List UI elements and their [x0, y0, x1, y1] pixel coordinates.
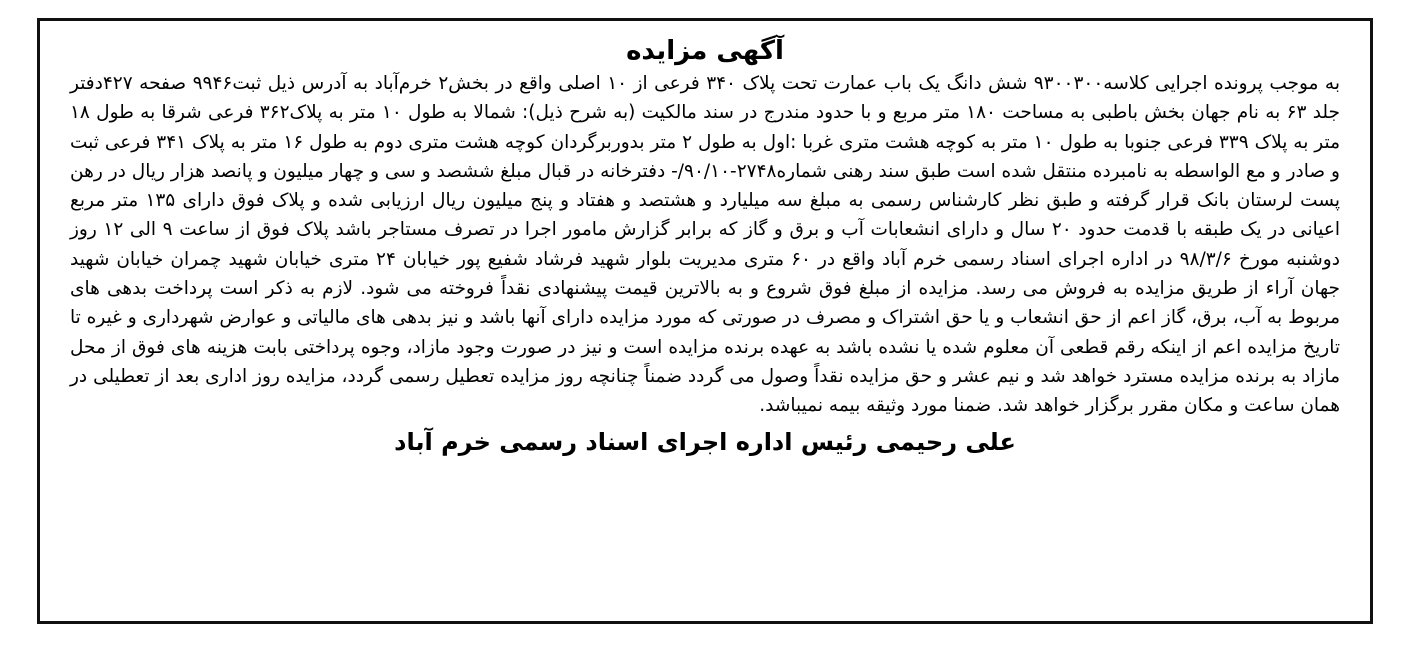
- notice-title: آگهی مزایده: [626, 36, 784, 66]
- auction-notice: [37, 18, 1373, 624]
- notice-signature: علی رحیمی رئیس اداره اجرای اسناد رسمی خرم آباد: [394, 427, 1016, 456]
- notice-body: به موجب پرونده اجرایی کلاسه۹۳۰۰۳۰۰ شش دانگ یک باب عمارت تحت پلاک ۳۴۰ فرعی از ۱۰ اصلی واقع در بخش۲ خرم‌آباد به آدرس ذیل ثبت۹۹۴۶ صفحه ۴۲۷دفتر جلد ۶۳ به نام جهان بخش باطبی به مساحت ۱۸۰ متر مربع و با حدود مندرج در سند مالکیت (به شرح ذیل): شمالا به طول ۱۰ متر به پلاک۳۶۲ فرعی شرقا به طول ۱۸ متر به پلاک ۳۳۹ فرعی جنوبا به طول ۱۰ متر به کوچه هشت متری غربا :اول به طول ۲ متر بدوربرگردان کوچه هشت متری دوم به طول ۱۶ متر به پلاک ۳۴۱ فرعی ثبت و صادر و مع الواسطه به نامبرده منتقل شده است طبق سند رهنی شماره۲۷۴۸-۹۰/۱۰/- دفترخانه در قبال مبلغ ششصد و سی و چهار میلیون و پانصد هزار ریال در رهن پست لرستان بانک قرار گرفته و طبق نظر کارشناس رسمی به مبلغ سه میلیارد و هشتصد و هفتاد و پنج میلیون ریال ارزیابی شده و پلاک فوق دارای ۱۳۵ متر مربع اعیانی در یک طبقه با قدمت حدود ۲۰ سال و دارای انشعابات آب و برق و گاز که برابر گزارش مامور اجرا در تصرف مستاجر باشد پلاک فوق از ساعت ۹ الی ۱۲ روز دوشنبه مورخ ۹۸/۳/۶ در اداره اجرای اسناد رسمی خرم آباد واقع در ۶۰ متری مدیریت بلوار شهید فرشاد شفیع پور خیابان ۲۴ متری خیابان شهید چمران خیابان شهید جهان آراء از طریق مزایده به فروش می رسد. مزایده از مبلغ فوق شروع و به بالاترین قیمت پیشنهادی نقداً فروخته می شود. لازم به ذکر است پرداخت بدهی های مربوط به آب، برق، گاز اعم از حق انشعاب و یا حق اشتراک و مصرف در صورتی که مورد مزایده دارای آنها باشد و نیز بدهی های مالیاتی و عوارض شهرداری و غیره تا تاریخ مزایده اعم از اینکه رقم قطعی آن معلوم شده یا نشده باشد به عهده برنده مزایده است و نیز در صورت وجود مازاد، وجوه پرداختی بابت هزینه های فوق از محل مازاد به برنده مزایده مسترد خواهد شد و نیم عشر و حق مزایده نقداً وصول می گردد ضمناً چنانچه روز مزایده تعطیل رسمی گردد، مزایده روز اداری بعد از تعطیلی در همان ساعت و مکان مقرر برگزار خواهد شد. ضمنا مورد وثیقه بیمه نمیباشد.: [70, 73, 1340, 417]
